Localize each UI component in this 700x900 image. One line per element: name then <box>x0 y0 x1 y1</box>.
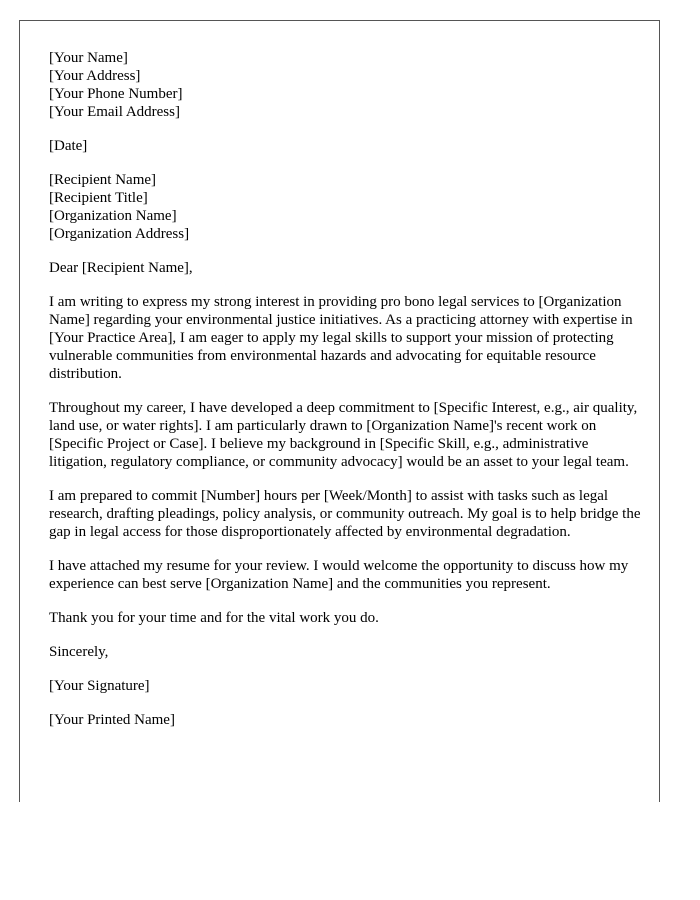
recipient-name: [Recipient Name] <box>49 172 157 188</box>
closing: Sincerely, <box>49 644 109 660</box>
body-paragraph-1: I am writing to express my strong interest in providing pro bono legal services to [Organization Name] regarding your environmental justice initiatives. As a practicing attorney with expertise in [Your Practice Area], I am eager to apply my legal skills to support your mission of protecting vulnerable communities from environmental hazards and advocating for equitable resource distribution. <box>49 294 633 382</box>
body-paragraph-2: Throughout my career, I have developed a deep commitment to [Specific Interest, e.g., air quality, land use, or water rights]. I am particularly drawn to [Organization Name]'s recent work on [Specific Project or Case]. I believe my background in [Specific Skill, e.g., administrative litigation, regulatory compliance, or community advocacy] would be an asset to your legal team. <box>49 400 638 470</box>
sender-phone: [Your Phone Number] <box>49 86 183 102</box>
salutation: Dear [Recipient Name], <box>49 260 193 276</box>
letter-date: [Date] <box>49 138 88 154</box>
sender-email: [Your Email Address] <box>49 104 180 120</box>
recipient-block <box>49 171 641 243</box>
recipient-title: [Recipient Title] <box>49 190 148 206</box>
body-paragraph-4: I have attached my resume for your review. I would welcome the opportunity to discuss how my experience can best serve [Organization Name] and the communities you represent. <box>49 558 629 592</box>
body-paragraph-3: I am prepared to commit [Number] hours per [Week/Month] to assist with tasks such as legal research, drafting pleadings, policy analysis, or community outreach. My goal is to help bridge the gap in legal access for those disproportionately affected by environmental degradation. <box>49 488 641 540</box>
sender-block <box>49 49 641 121</box>
letter-content <box>49 49 641 745</box>
letter-page <box>19 20 660 802</box>
printed-name: [Your Printed Name] <box>49 712 175 728</box>
recipient-address: [Organization Address] <box>49 226 190 242</box>
date-block <box>49 137 641 155</box>
signature: [Your Signature] <box>49 678 150 694</box>
recipient-organization: [Organization Name] <box>49 208 177 224</box>
body-paragraph-5: Thank you for your time and for the vital work you do. <box>49 610 379 626</box>
sender-address: [Your Address] <box>49 68 141 84</box>
sender-name: [Your Name] <box>49 50 128 66</box>
